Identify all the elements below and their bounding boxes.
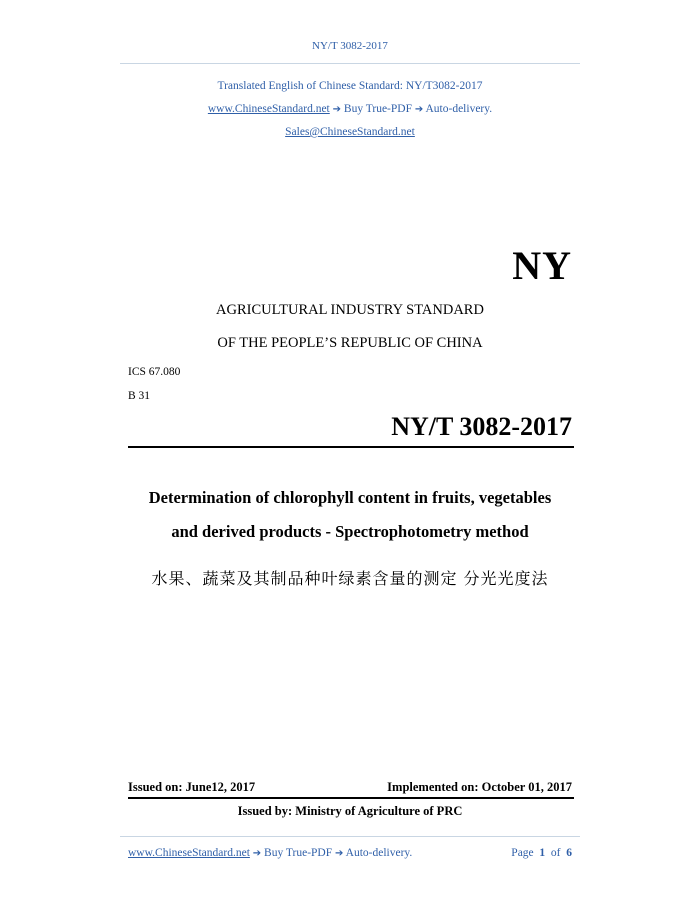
implemented-date: Implemented on: October 01, 2017 — [387, 780, 572, 794]
issue-divider — [128, 797, 574, 799]
running-header: NY/T 3082-2017 — [312, 40, 388, 52]
arrow-icon: ➔ — [252, 848, 262, 859]
arrow-icon: ➔ — [335, 848, 344, 859]
page-number: Page 1 of 6 — [511, 847, 572, 859]
arrow-icon: ➔ — [332, 104, 342, 115]
title-chinese: 水果、蔬菜及其制品种叶绿素含量的测定 分光光度法 — [151, 569, 549, 588]
standard-number: NY/T 3082-2017 — [391, 412, 572, 441]
footer-delivery-text: Auto-delivery. — [345, 847, 413, 859]
standard-type-line1: AGRICULTURAL INDUSTRY STANDARD — [216, 302, 484, 318]
email-line — [0, 126, 700, 138]
footer-buy-text: Buy True-PDF — [264, 847, 333, 859]
footer-promo — [128, 847, 412, 859]
promo-line — [0, 103, 700, 115]
site-link[interactable]: www.ChineseStandard.net — [207, 103, 330, 115]
issued-date: Issued on: June12, 2017 — [128, 780, 256, 794]
header-divider — [120, 63, 580, 64]
ccs-code: B 31 — [128, 390, 151, 402]
email-link[interactable]: Sales@ChineseStandard.net — [285, 126, 415, 138]
ics-code: ICS 67.080 — [128, 366, 181, 378]
standard-type-line2: OF THE PEOPLE’S REPUBLIC OF CHINA — [217, 335, 483, 351]
arrow-icon: ➔ — [414, 104, 424, 115]
title-line1: Determination of chlorophyll content in fruits, vegetables — [148, 488, 552, 507]
title-divider — [128, 446, 574, 448]
translation-notice: Translated English of Chinese Standard: NY/T3082-2017 — [217, 80, 483, 92]
issuing-authority: Issued by: Ministry of Agriculture of PRC — [237, 804, 463, 818]
standard-mark: NY — [512, 243, 572, 288]
footer-divider — [120, 836, 580, 837]
total-pages: 6 — [566, 847, 572, 859]
delivery-text: Auto-delivery. — [425, 103, 493, 115]
title-line2: and derived products - Spectrophotometry method — [171, 522, 529, 541]
current-page: 1 — [539, 847, 546, 859]
buy-text: Buy True-PDF — [343, 103, 412, 115]
footer-site-link[interactable]: www.ChineseStandard.net — [128, 847, 250, 859]
